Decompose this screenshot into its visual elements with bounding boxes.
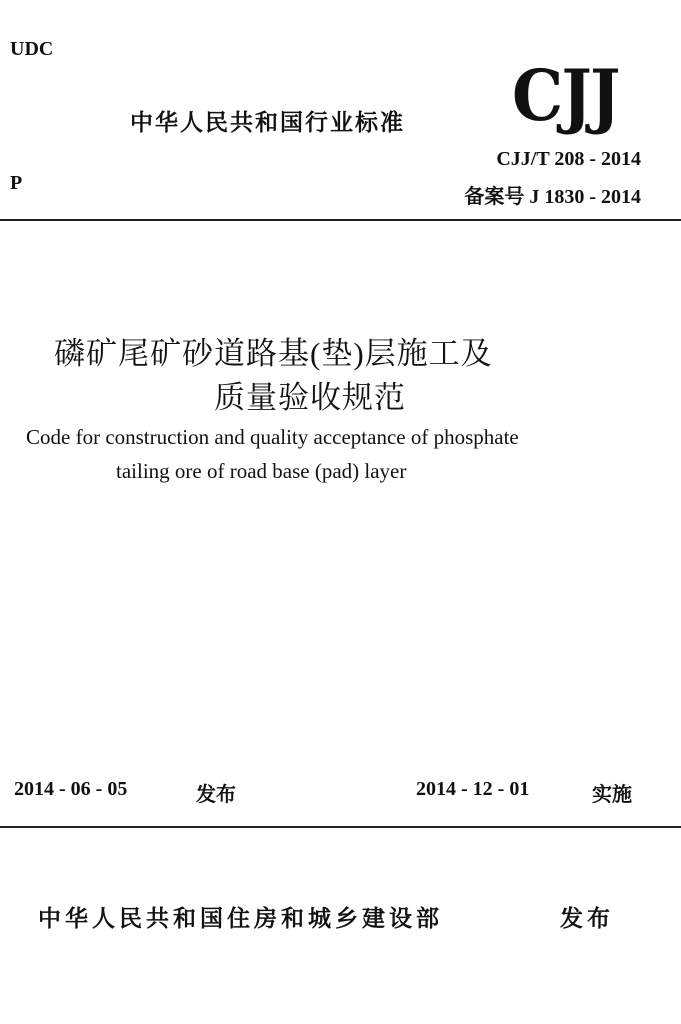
- udc-label: UDC: [10, 38, 54, 60]
- title-english-line-2: tailing ore of road base (pad) layer: [116, 459, 407, 483]
- classification-code: P: [10, 172, 23, 194]
- title-chinese-line-1: 磷矿尾矿砂道路基(垫)层施工及: [54, 336, 493, 371]
- top-divider: [0, 219, 681, 221]
- bottom-divider: [0, 826, 681, 828]
- cjj-logo: CJJ: [512, 54, 619, 137]
- issuing-ministry-label: 发布: [560, 906, 614, 932]
- publish-label: 发布: [196, 782, 236, 806]
- title-english-line-1: Code for construction and quality acceptance of phosphate: [26, 425, 519, 449]
- industry-standard-heading: 中华人民共和国行业标准: [130, 110, 405, 136]
- issuing-ministry: 中华人民共和国住房和城乡建设部: [38, 906, 443, 932]
- standard-code: CJJ/T 208 - 2014: [496, 148, 641, 170]
- record-number: 备案号 J 1830 - 2014: [464, 186, 641, 208]
- implement-label: 实施: [592, 782, 632, 806]
- implement-date: 2014 - 12 - 01: [416, 778, 530, 800]
- publish-date: 2014 - 06 - 05: [14, 778, 128, 800]
- title-chinese-line-2: 质量验收规范: [214, 380, 406, 415]
